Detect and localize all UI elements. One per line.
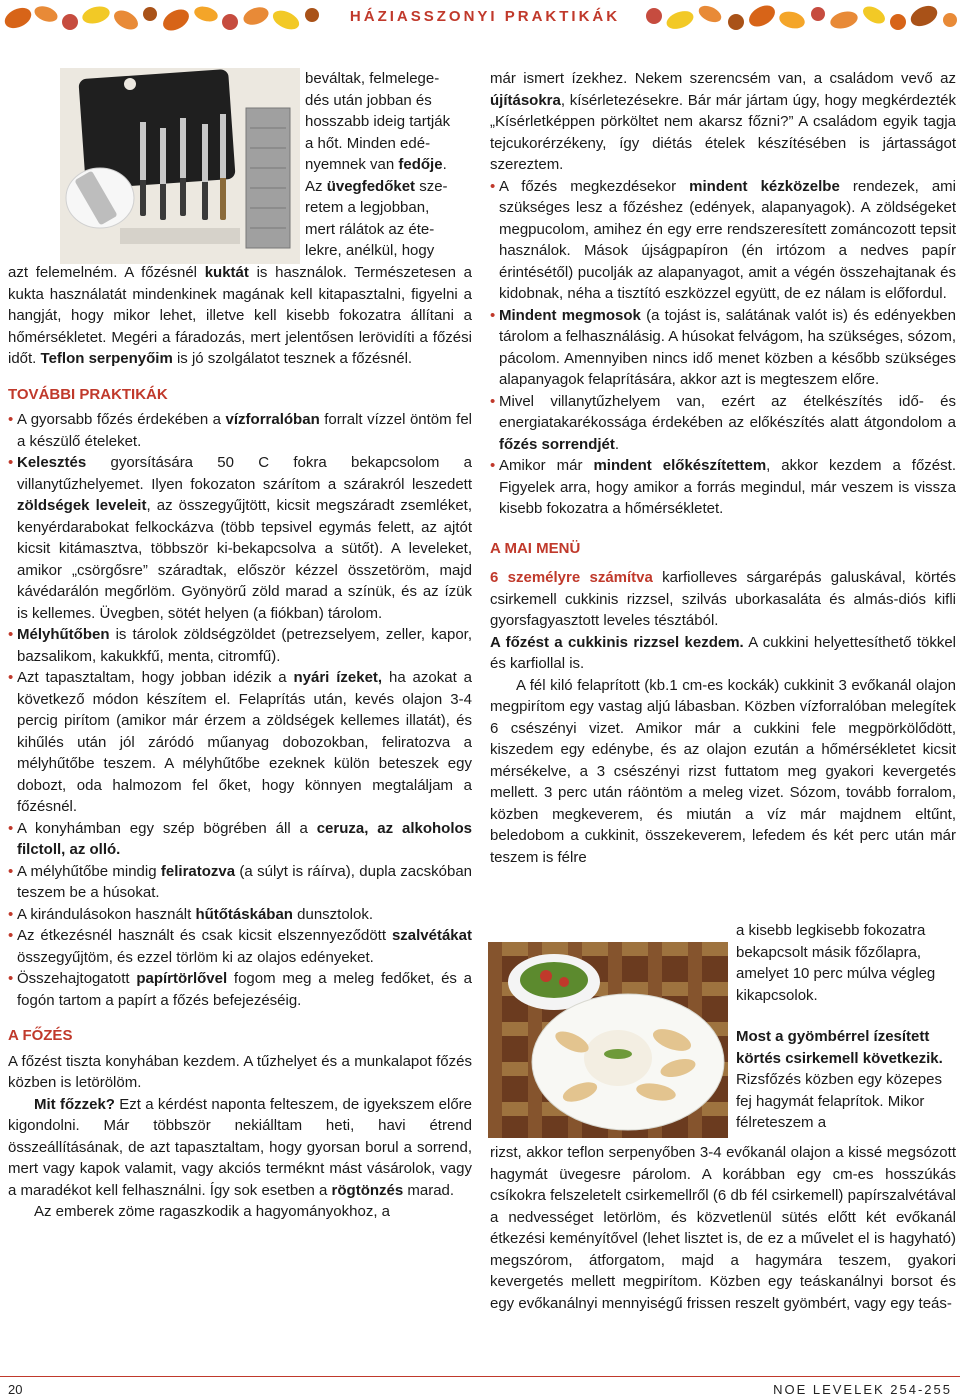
paragraph: a kisebb legkisebb fokozatra bekapcsolt másik főzőlapra, amelyet 10 perc múlva végleg kikapcsolok. (736, 922, 936, 1004)
section-title: HÁZIASSZONYI PRAKTIKÁK (349, 8, 621, 25)
text-line: beváltak, felmelege- (305, 70, 440, 87)
paragraph: 6 személyre számítva karfiolleves sárgarépás galuskával, körtés csirkemell cukkinis rizzsel, szilvás uborkasaláta és almás-diós kifli gyorsfagyasztott leveles tésztából. (490, 569, 956, 629)
left-column (8, 262, 472, 1223)
publication-name: NOE LEVELEK 254-255 (773, 1382, 952, 1397)
text-line: nyemnek van fedője. (305, 156, 447, 173)
paragraph: A főzést a cukkinis rizzsel kezdem. A cukkini helyettesíthető tökkel és karfiollal is. (490, 633, 957, 672)
list-item: • A konyhámban egy szép bögrében áll a ceruza, az alkoholos filctoll, az olló. (8, 818, 472, 861)
list-item: • Mivel villanytűzhelyem van, ezért az ételkészítés idő- és energiatakarékossága érdekében az előkészítés alatt átgondolom a főzés sorrendjét. (490, 391, 956, 456)
list-item: • Mindent megmosok (a tojást is, salátának valót is) és edényekben tárolom a felhasználásig. A húsokat felvágom, ha szükséges, sózom, pácolom. Amennyiben nincs idő menet közben a később szükséges alapanyagok felaprítására, akkor azt is megteszem előre. (490, 305, 956, 391)
paragraph: A főzést tiszta konyhában kezdem. A tűzhelyet és a munkalapot főzés közben is letörölöm. (8, 1052, 472, 1091)
list-item: • Azt tapasztaltam, hogy jobban idézik a nyári ízeket, ha azokat a következő módon készítem el. Felaprítás után, kevés olajon 3-4 percig pirítom (amikor már érzem a zöldségek kellemes illatát), és kihűlés után jól záródó műanyag dobozokban, feliratozva a mélyhűtőbe teszem. A mélyhűtőbe ezeknek külön beteszek egy dobozt, oda halmozom fel őket, hogy könnyen megtaláljam a főzésnél. (8, 667, 472, 818)
right-column-bottom (490, 1142, 956, 1314)
paragraph-kukta: azt felemelném. A főzésnél kuktát is használok. Természetesen a kukta használatát mindenkinek magának kell kitapasztalni, figyelni a hangját, hogy mikor lehet, illetve kell kisebb fokozatra állítani a hőmérsékletet. Megéri a fáradozás, mert jelentősen lerövidíti a főzési időt. Teflon serpenyőim is jó szolgálatot tesznek a főzésnél. (8, 264, 472, 367)
page-number: 20 (8, 1382, 23, 1397)
list-item: • A gyorsabb főzés érdekében a vízforralóban forralt vízzel öntöm fel a készülő ételeket. (8, 409, 472, 452)
list-item: • A kirándulásokon használt hűtőtáskában dunsztolok. (8, 904, 472, 926)
paragraph: már ismert ízekhez. Nekem szerencsém van, a családom vevő az újításokra, kísérletezésekre. Bár már jártam úgy, hogy megkérdezték „Kísérletképpen pörköltet nem akarsz főzni?” A családom egyik tagja tejcukorérzékeny, így diétás ételek készítésében is jártasságot szereztem. (490, 70, 956, 173)
dish-photo (488, 942, 728, 1138)
paragraph: Mit főzzek? Ezt a kérdést naponta felteszem, de igyekszem előre kigondolni. Már többször nekiálltam heti, havi étrend összeállításának, de azt tapasztaltam, hogy gyorsan borul a sorrend, mert vagy kapok valamit, vagy akciós terméknt mást vásárolok, vagy a maradékot kell felhasználni. Így sok esetben a rögtönzés marad. (8, 1095, 472, 1199)
text-line: a hőt. Minden edé- (305, 134, 431, 152)
list-item: • A főzés megkezdésekor mindent kézközelbe rendezek, ami szükséges lesz a főzéshez (edények, alapanyagok). A zöldségeket megpucolom, amihez én egy erre rendszeresített zománcozott tepsit használok. Mások újságpapíron (én irtózom a nedves papír érintésétől) pucolják az alapanyagot, amit a végén összehajtanak és kidobnak, néha a tisztító eszközzel együtt, de ez nálam is előfordul. (490, 176, 956, 305)
paragraph: rizst, akkor teflon serpenyőben 3-4 evőkanál olajon a kissé megsózott hagymát üvegesre párolom. A korábban egy cm-es hosszúkás csíkokra felszeletelt csirkemellről (6 db fél csirkemell) papírszalvétával a nedvességet letörlöm, és közvetlenül sütés előtt két evőkanál étkezési keményítővel (lehet lisztet is, de ez a művelet el is hagyható) megszórom, átforgatom, majd a hagymára teszem, gyakori kevergetés mellett megpirítom. Közben egy teáskanálnyi borsot és egy evőkanálnyi mennyiségű frissen reszelt gyömbért, vagy egy teás- (490, 1144, 956, 1312)
right-column-wrap (736, 920, 956, 1134)
list-item: • Mélyhűtőben is tárolok zöldségzöldet (petrezselyem, zeller, kapor, bazsalikom, kakukkfű, menta, citromfű). (8, 624, 472, 667)
paragraph: Az emberek zöme ragaszkodik a hagyományokhoz, a (34, 1203, 391, 1220)
footer-rule (0, 1376, 960, 1377)
list-item: • Kelesztés gyorsítására 50 C fokra bekapcsolom a villanytűzhelyemet. Ilyen fokozaton szárítom a szárakról leszedett zöldségek leveleit, az összegyűjtött, kicsit megszáradt zsemléket, kenyérdarabokat felkockázva (több tepsivel egymás felett, az ajtót kicsit kitámasztva, többször ki-bekapcsolva a sütőt). A leveleket, amikor „csörgősre” száradtak, először kézzel összetöröm, majd kávédarálón megőrlöm. Gyönyörű zöld marad a színük, és az ízük is kellemes. Üvegben, sötét helyen (a fiókban) tárolom. (8, 452, 472, 624)
page-header (0, 0, 960, 40)
text-line: hosszabb ideig tartják (305, 113, 451, 130)
list-item: • Amikor már mindent előkészítettem, akkor kezdem a főzést. Figyelek arra, hogy amikor a forrás megindul, már veszem is vissza kisebb fokozatra a hőmérsékletet. (490, 455, 956, 520)
text-line: retem a legjobban, (305, 199, 430, 216)
text-line: lekre, anélkül, hogy (305, 242, 435, 259)
heading-a-fozes: A FŐZÉS (8, 1027, 73, 1044)
paragraph: A fél kiló felaprított (kb.1 cm-es kockák) cukkinit 3 evőkanál olajon megpirítom egy vastag aljú lábasban. Közben vízforralóban melegítek 6 csészényi vizet. Amikor már a cukkini fele megpörkölődött, kiszedem egy edénybe, és az olajon ezután a hőmérsékletet kicsit mérsékelve, a 3 csészényi rizst futtatom meg gyakori kevergetés mellett. 3 perc után ráöntöm a meleg vizet. Sózom, tovább forralom, közben megkeverem, és miután a víz már majdnem eltűnt, beledobom a cukkinit, összekeverem, lefedem és két perc után már teszem is félre (490, 676, 956, 866)
autumn-leaves-decoration-right (640, 0, 960, 38)
kitchen-tools-photo (60, 68, 300, 264)
heading-a-mai-menu: A MAI MENÜ (490, 539, 581, 557)
heading-tovabbi-praktikak: TOVÁBBI PRAKTIKÁK (8, 385, 168, 403)
autumn-leaves-decoration-left (0, 0, 330, 38)
list-item: • Összehajtogatott papírtörlővel fogom meg a meleg fedőket, és a fogón tartom a papírt a főzés befejezéséig. (8, 968, 472, 1011)
text-line: Az üvegfedőket sze- (305, 177, 448, 195)
list-item: • A mélyhűtőbe mindig feliratozva (a súlyt is ráírva), dupla zacskóban teszem be a húsokat. (8, 861, 472, 904)
left-column-intro (305, 68, 472, 262)
text-line: mert rálátok az éte- (305, 220, 435, 238)
list-item: • Az étkezésnél használt és csak kicsit elszennyeződött szalvétákat összegyűjtöm, és ezzel törlöm ki az olajos edényeket. (8, 925, 472, 968)
paragraph: Most a gyömbérrel ízesített körtés csirkemell következik. Rizsfőzés közben egy közepes fej hagymát felaprítok. Mikor félreteszem a (736, 1028, 943, 1131)
text-line: dés után jobban és (305, 91, 432, 109)
right-column-top (490, 68, 956, 868)
